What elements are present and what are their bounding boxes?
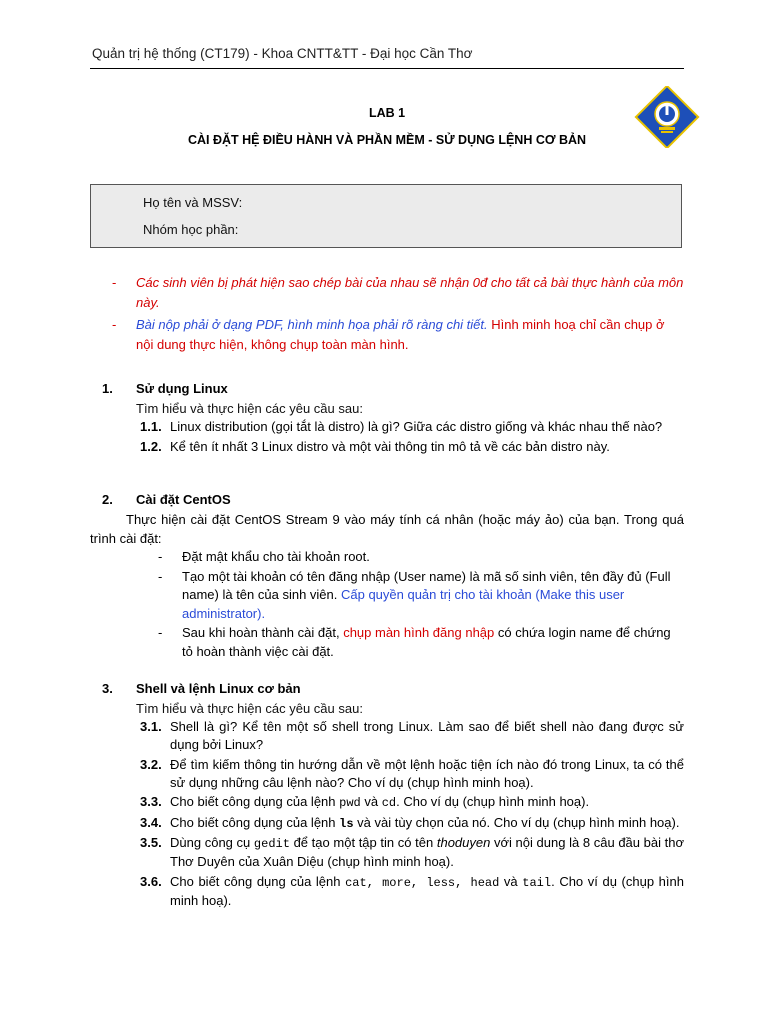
section-shell — [90, 680, 684, 911]
list-item — [90, 718, 684, 754]
item-text: và — [360, 794, 382, 809]
bullet-dash: - — [158, 549, 163, 564]
section-intro: Tìm hiểu và thực hiện các yêu cầu sau: — [136, 701, 363, 716]
note-item — [90, 315, 684, 354]
item-text: Linux distribution (gọi tắt là distro) là gì? Giữa các distro giống và khác nhau thế nào? — [170, 419, 663, 434]
item-text: và — [499, 873, 523, 889]
section-title: Sử dụng Linux — [136, 381, 228, 396]
section-centos — [90, 491, 684, 662]
item-text: Kể tên ít nhất 3 Linux distro và một vài thông tin mô tả về các bản distro này. — [170, 438, 610, 454]
list-item — [90, 834, 684, 871]
command-code: ls — [339, 816, 354, 831]
student-info-box — [90, 184, 682, 248]
section-linux — [90, 380, 684, 457]
item-text: Đặt mật khẩu cho tài khoản root. — [182, 549, 370, 564]
item-number: 1.2. — [140, 438, 162, 454]
item-text: với nội dung là 8 câu đầu bài thơ Thơ Duyên của Xuân Diệu (chụp hình minh hoạ). — [170, 835, 684, 869]
item-text: . Cho ví dụ (chụp hình minh hoạ). — [170, 873, 684, 908]
header-course-line: Quản trị hệ thống (CT179) - Khoa CNTT&TT - Đại học Cần Thơ — [92, 46, 473, 61]
section-number: 2. — [102, 492, 113, 507]
section-intro: Tìm hiểu và thực hiện các yêu cầu sau: — [136, 401, 363, 416]
command-code: gedit — [253, 837, 290, 851]
list-item — [90, 814, 684, 833]
command-code: pwd — [339, 796, 361, 810]
item-text: có chứa login name để chứng tỏ hoàn thành việc cài đặt. — [182, 625, 671, 659]
list-item — [90, 548, 684, 567]
group-label: Nhóm học phần: — [143, 222, 239, 237]
list-item — [90, 438, 684, 456]
bullet-dash: - — [158, 568, 163, 584]
item-text: để tạo một tập tin có tên — [289, 835, 437, 850]
note-item — [90, 273, 684, 312]
note-dash: - — [112, 317, 117, 332]
item-text: Dùng công cụ — [170, 835, 254, 850]
section-heading — [90, 491, 684, 510]
section-number: 3. — [102, 681, 113, 696]
item-number: 3.1. — [140, 719, 162, 734]
item-highlight: chụp màn hình đăng nhập — [343, 625, 495, 640]
command-code: cat, more, less, head — [345, 875, 500, 890]
item-text: Cho biết công dụng của lệnh — [170, 873, 346, 889]
item-number: 3.6. — [140, 873, 162, 889]
list-item — [90, 793, 684, 812]
item-number: 3.3. — [140, 794, 162, 809]
section-title: Cài đặt CentOS — [136, 492, 231, 507]
item-number: 1.1. — [140, 419, 162, 434]
list-item — [90, 568, 684, 624]
lab-title: CÀI ĐẶT HỆ ĐIỀU HÀNH VÀ PHẦN MỀM - SỬ DỤNG LỆNH CƠ BẢN — [187, 133, 587, 147]
item-text: Để tìm kiếm thông tin hướng dẫn về một lệnh hoặc tiện ích nào đó trong Linux, ta có thể sử dụng những câu lệnh nào? Cho ví dụ (chụp hình minh hoạ). — [170, 756, 684, 790]
header-rule — [90, 68, 684, 69]
item-text: Sau khi hoàn thành cài đặt, — [182, 625, 344, 640]
section-title: Shell và lệnh Linux cơ bản — [136, 681, 301, 696]
lab-number: LAB 1 — [368, 106, 406, 120]
note-screenshot-scope: Hình minh hoạ chỉ cần chụp ở nội dung thực hiện, không chụp toàn màn hình. — [136, 317, 665, 352]
section-heading — [90, 680, 684, 699]
command-code: cd — [381, 796, 397, 810]
note-pdf-format: Bài nộp phải ở dạng PDF, hình minh họa phải rõ ràng chi tiết. — [136, 317, 488, 332]
list-item — [90, 873, 684, 910]
item-text: . Cho ví dụ (chụp hình minh hoạ). — [396, 794, 590, 809]
section-heading — [90, 380, 684, 399]
item-text: và vài tùy chọn của nó. Cho ví dụ (chụp hình minh hoạ). — [353, 814, 680, 830]
item-number: 3.5. — [140, 835, 162, 850]
list-item — [90, 624, 684, 661]
command-code: tail — [522, 875, 552, 890]
item-text: Cho biết công dụng của lệnh — [170, 794, 340, 809]
item-number: 3.4. — [140, 814, 162, 830]
note-dash: - — [112, 275, 117, 290]
notes-list — [90, 273, 684, 357]
item-number: 3.2. — [140, 756, 162, 772]
list-item — [90, 418, 684, 436]
section-number: 1. — [102, 381, 113, 396]
item-text: Shell là gì? Kể tên một số shell trong Linux. Làm sao để biết shell nào đang được sử dụng bởi Linux? — [170, 719, 684, 752]
bullet-dash: - — [158, 625, 163, 640]
list-item — [90, 756, 684, 792]
note-plagiarism: Các sinh viên bị phát hiện sao chép bài của nhau sẽ nhận 0đ cho tất cả bài thực hành của môn này. — [136, 275, 684, 310]
name-label: Họ tên và MSSV: — [143, 195, 243, 210]
file-name: thoduyen — [436, 835, 491, 850]
item-text: Cho biết công dụng của lệnh — [170, 814, 340, 830]
item-text: Tạo một tài khoản có tên đăng nhập (User name) là mã số sinh viên, tên đầy đủ (Full name) là tên của sinh viên. — [182, 568, 671, 602]
item-highlight: Cấp quyền quản trị cho tài khoản (Make this user administrator). — [182, 587, 625, 621]
section-intro: Thực hiện cài đặt CentOS Stream 9 vào máy tính cá nhân (hoặc máy ảo) của bạn. Trong quá trình cài đặt: — [90, 512, 684, 546]
